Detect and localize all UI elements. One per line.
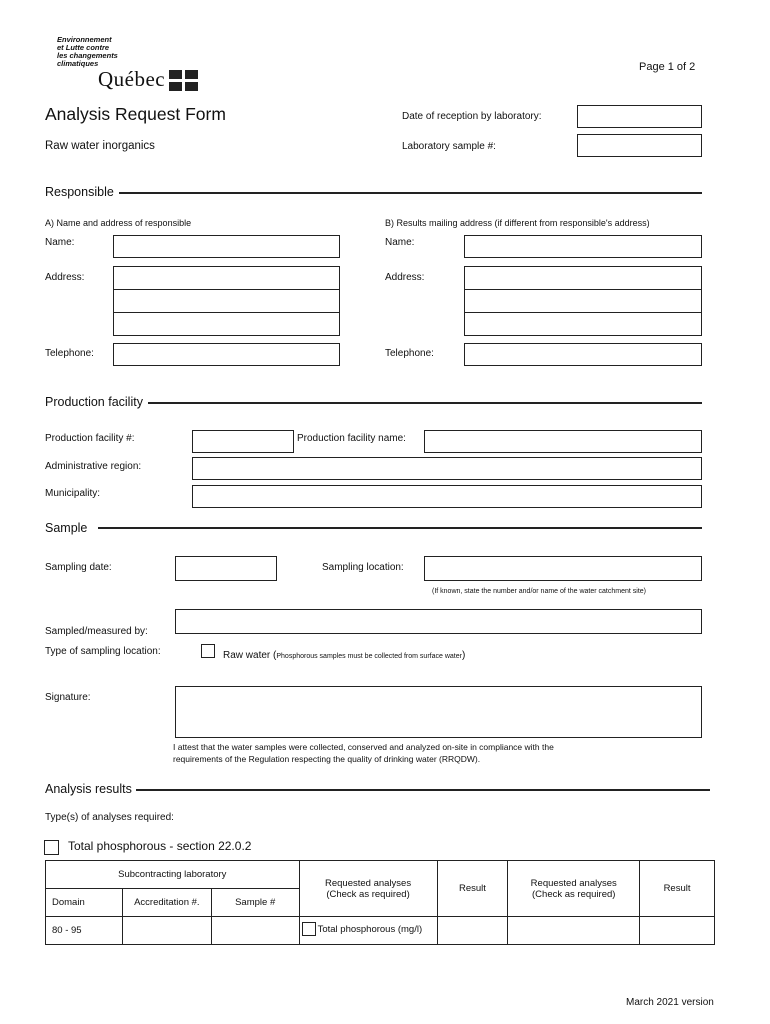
domain-header: Domain: [46, 889, 123, 917]
sampling-location-field[interactable]: [424, 556, 702, 581]
ministry-logo: [57, 36, 207, 92]
requested-analyses-header-1: Requested analyses (Check as required): [299, 861, 437, 917]
mailing-telephone-label: Telephone:: [385, 348, 434, 359]
form-subtitle: Raw water inorganics: [45, 140, 155, 152]
responsible-address-line-2[interactable]: [113, 289, 340, 313]
lab-sample-field[interactable]: [577, 134, 702, 157]
responsible-name-label: Name:: [45, 237, 75, 248]
attestation-line-2: requirements of the Regulation respecting the quality of drinking water (RRQDW).: [173, 754, 481, 764]
result-header-1: Result: [437, 861, 508, 917]
mailing-name-field[interactable]: [464, 235, 702, 258]
total-phosphorous-option-label: Total phosphorous - section 22.0.2: [68, 839, 252, 853]
quebec-flag-icon: [169, 70, 199, 92]
facility-number-field[interactable]: [192, 430, 294, 453]
facility-number-label: Production facility #:: [45, 433, 135, 444]
facility-rule: [148, 402, 702, 404]
ministry-name-line-4: climatiques: [57, 59, 99, 68]
lab-sample-label: Laboratory sample #:: [402, 141, 496, 152]
sampled-by-field[interactable]: [175, 609, 702, 634]
form-title: Analysis Request Form: [45, 104, 226, 124]
sample-number-cell[interactable]: [211, 917, 299, 945]
sample-section-title: Sample: [45, 521, 88, 535]
facility-name-label: Production facility name:: [297, 433, 406, 444]
table-row: [46, 917, 715, 945]
result-header-2: Result: [640, 861, 715, 917]
total-phosphorous-mgl-label: Total phosphorous (mg/l): [317, 923, 423, 935]
responsible-rule: [119, 192, 702, 194]
sample-rule: [98, 527, 702, 529]
sampling-date-label: Sampling date:: [45, 562, 112, 573]
analysis-types-label: Type(s) of analyses required:: [45, 812, 174, 823]
page-number: Page 1 of 2: [639, 61, 696, 73]
accreditation-header: Accreditation #.: [122, 889, 211, 917]
mailing-name-label: Name:: [385, 237, 415, 248]
analysis-section-title: Analysis results: [45, 782, 132, 796]
accreditation-cell[interactable]: [122, 917, 211, 945]
sampling-type-label: Type of sampling location:: [45, 646, 161, 657]
total-phosphorous-checkbox[interactable]: [44, 840, 59, 855]
responsible-a-heading: A) Name and address of responsible: [45, 218, 192, 228]
sampling-date-field[interactable]: [175, 556, 277, 581]
responsible-name-field[interactable]: [113, 235, 340, 258]
mailing-address-line-2[interactable]: [464, 289, 702, 313]
responsible-section-title: Responsible: [45, 185, 114, 199]
municipality-field[interactable]: [192, 485, 702, 508]
raw-water-option: [223, 645, 465, 663]
subcontracting-lab-header: Subcontracting laboratory: [46, 861, 300, 889]
responsible-address-line-3[interactable]: [113, 312, 340, 336]
facility-name-field[interactable]: [424, 430, 702, 453]
analysis-rule: [136, 789, 710, 791]
raw-water-note: Phosphorous samples must be collected from surface water: [276, 653, 462, 660]
raw-water-close: ): [461, 650, 466, 661]
responsible-address-label: Address:: [45, 272, 85, 283]
attestation-line-1: I attest that the water samples were collected, conserved and analyzed on-site in compliance with the: [173, 742, 554, 752]
raw-water-checkbox[interactable]: [201, 644, 215, 658]
domain-cell: 80 - 95: [46, 917, 123, 945]
requested-analysis-cell: [299, 917, 437, 945]
ministry-name-line-3: les changements: [57, 51, 118, 60]
sample-number-header: Sample #: [211, 889, 299, 917]
ministry-name-line-1: Environnement: [57, 35, 112, 44]
requested-analysis-cell-2[interactable]: [508, 917, 640, 945]
quebec-wordmark: Québec: [98, 67, 166, 91]
mailing-address-label: Address:: [385, 272, 425, 283]
responsible-b-heading: B) Results mailing address (if different from responsible's address): [385, 218, 650, 228]
mailing-address-line-1[interactable]: [464, 266, 702, 290]
raw-water-label: Raw water (: [223, 650, 277, 661]
mailing-telephone-field[interactable]: [464, 343, 702, 366]
total-phosphorous-mgl-checkbox[interactable]: [302, 922, 316, 936]
requested-analyses-header-2: Requested analyses (Check as required): [508, 861, 640, 917]
version-footer: March 2021 version: [626, 997, 714, 1008]
result-cell-1[interactable]: [437, 917, 508, 945]
signature-label: Signature:: [45, 692, 91, 703]
facility-section-title: Production facility: [45, 395, 143, 409]
reception-date-field[interactable]: [577, 105, 702, 128]
reception-date-label: Date of reception by laboratory:: [402, 111, 542, 122]
sampled-by-label: Sampled/measured by:: [45, 626, 148, 637]
sampling-location-hint: (If known, state the number and/or name of the water catchment site): [432, 588, 646, 595]
responsible-telephone-field[interactable]: [113, 343, 340, 366]
signature-field[interactable]: [175, 686, 702, 738]
municipality-label: Municipality:: [45, 488, 101, 499]
responsible-telephone-label: Telephone:: [45, 348, 94, 359]
responsible-address-line-1[interactable]: [113, 266, 340, 290]
sampling-location-label: Sampling location:: [322, 562, 404, 573]
region-field[interactable]: [192, 457, 702, 480]
attestation-text: [173, 741, 554, 765]
result-cell-2[interactable]: [640, 917, 715, 945]
analysis-results-table: [45, 860, 715, 945]
region-label: Administrative region:: [45, 461, 142, 472]
ministry-name-line-2: et Lutte contre: [57, 43, 110, 52]
mailing-address-line-3[interactable]: [464, 312, 702, 336]
